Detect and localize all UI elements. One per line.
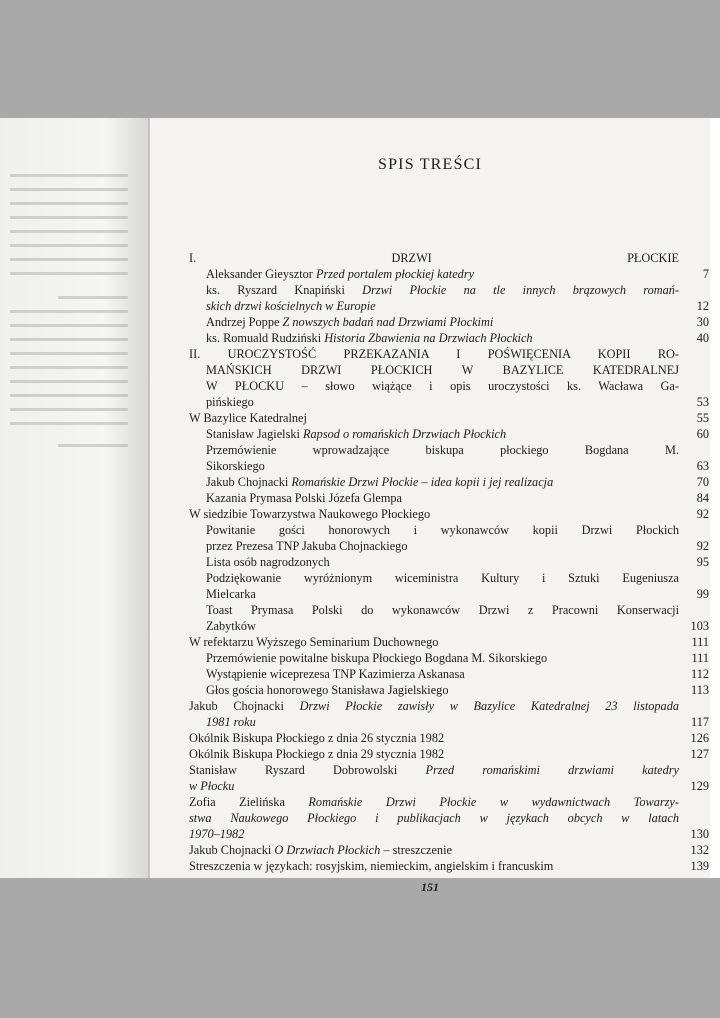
toc-entry-title: Romańskie Drzwi Płockie – idea kopii i jej realizacja [291, 475, 554, 489]
toc-entry-text [189, 426, 679, 442]
bleed-through-line [10, 422, 128, 425]
toc-entry-page: 95 [696, 555, 709, 569]
toc-entry-author: Okólnik Biskupa Płockiego z dnia 26 stycznia 1982 [189, 731, 445, 745]
toc-entry-page: 139 [690, 859, 709, 873]
toc-entry-page: 92 [696, 539, 709, 553]
toc-entry [189, 570, 709, 586]
toc-entry-page: 130 [690, 827, 709, 841]
toc-entry-page: 129 [690, 779, 709, 793]
toc-entry-author: MAŃSKICH DRZWI PŁOCKICH W BAZYLICE KATEDRALNEJ [206, 363, 679, 377]
toc-entry [189, 474, 709, 490]
toc-entry-page: 113 [691, 683, 709, 697]
toc-entry-author: Podziękowanie wyróżnionym wiceministra Kultury i Sztuki Eugeniusza [206, 571, 679, 585]
toc-entry-title: O Drzwiach Płockich [274, 843, 381, 857]
toc-entry [189, 746, 709, 762]
toc-entry [189, 506, 709, 522]
toc-entry-author: ks. Romuald Rudziński [206, 331, 325, 345]
toc-entry-author: Sikorskiego [206, 459, 265, 473]
toc-entry-text [189, 346, 679, 362]
toc-entry-page: 99 [696, 587, 709, 601]
toc-entry-author: Aleksander Gieysztor [206, 267, 316, 281]
toc-entry-text [189, 394, 679, 410]
toc-entry-text [189, 314, 679, 330]
toc-entry-page: 112 [691, 667, 709, 681]
toc-entry-page: 12 [696, 299, 709, 313]
toc-entry-author: W siedzibie Towarzystwa Naukowego Płockiego [189, 507, 431, 521]
toc-entry-author: W PŁOCKU – słowo wiążące i opis uroczystości ks. Wacława Ga- [206, 379, 679, 393]
toc-entry-page: 126 [690, 731, 709, 745]
toc-entry-title: skich drzwi kościelnych w Europie [206, 299, 376, 313]
toc-entry [189, 298, 709, 314]
toc-entry-title: Historia Zbawienia na Drzwiach Płockich [324, 331, 533, 345]
toc-entry-author: Jakub Chojnacki [189, 843, 275, 857]
bleed-through-line [10, 258, 128, 261]
bleed-through-line [10, 352, 128, 355]
page-title: SPIS TREŚCI [377, 156, 483, 173]
toc-entry-text [189, 714, 679, 730]
toc-entry-author: Okólnik Biskupa Płockiego z dnia 29 stycznia 1982 [189, 747, 445, 761]
toc-entry-author: Przemówienie powitalne biskupa Płockiego Bogdana M. Sikorskiego [206, 651, 548, 665]
toc-entry [189, 858, 709, 874]
bleed-through-line [10, 366, 128, 369]
toc-entry [189, 458, 709, 474]
toc-entry-text [189, 474, 679, 490]
toc-entry-text [189, 762, 679, 778]
toc-entry-author: Wystąpienie wiceprezesa TNP Kazimierza Askanasa [206, 667, 465, 681]
toc-entry [189, 282, 709, 298]
page-edge [710, 118, 720, 878]
toc-entry [189, 314, 709, 330]
toc-entry-text [189, 778, 679, 794]
toc-entry [189, 394, 709, 410]
toc-entry-page: 40 [696, 331, 709, 345]
toc-entry-text [189, 650, 679, 666]
toc-entry-author: Głos gościa honorowego Stanisława Jagielskiego [206, 683, 449, 697]
toc-entry-author: Streszczenia w językach: rosyjskim, niemieckim, angielskim i francuskim [189, 859, 554, 873]
toc-entry [189, 650, 709, 666]
toc-entry-author: Zofia Zielińska [189, 795, 309, 809]
toc-entry-text [189, 698, 679, 714]
toc-entry-text [189, 746, 679, 762]
toc-entry-text [189, 250, 679, 266]
page-number: 151 [421, 880, 439, 894]
toc-entry-text [189, 826, 679, 842]
toc-entry-author: Zabytków [206, 619, 256, 633]
bleed-through-line [10, 216, 128, 219]
toc-entry-text [189, 570, 679, 586]
toc-entry-author: Andrzej Poppe [206, 315, 283, 329]
toc-entry [189, 666, 709, 682]
toc-entry-text [189, 330, 679, 346]
toc-entry-title: w Płocku [189, 779, 235, 793]
bleed-through-line [10, 338, 128, 341]
toc-entry [189, 250, 709, 266]
toc-entry-text [189, 842, 679, 858]
toc-entry [189, 330, 709, 346]
bleed-through-line [10, 188, 128, 191]
toc-entry-author: W Bazylice Katedralnej [189, 411, 307, 425]
toc-entry [189, 586, 709, 602]
toc-entry [189, 682, 709, 698]
toc-entry-text [189, 378, 679, 394]
toc-entry [189, 522, 709, 538]
toc-entry-page: 92 [696, 507, 709, 521]
toc-entry [189, 778, 709, 794]
table-of-contents [189, 250, 709, 874]
toc-entry-text [189, 490, 679, 506]
bleed-through-line [10, 408, 128, 411]
toc-entry-title: stwa Naukowego Płockiego i publikacjach w językach obcych w latach [189, 811, 679, 825]
toc-entry-author: przez Prezesa TNP Jakuba Chojnackiego [206, 539, 408, 553]
toc-entry-text [189, 730, 679, 746]
toc-entry-author: II. UROCZYSTOŚĆ PRZEKAZANIA I POŚWIĘCENIA KOPII RO- [189, 347, 679, 361]
bleed-through-line [10, 174, 128, 177]
toc-entry-author: Lista osób nagrodzonych [206, 555, 330, 569]
toc-entry [189, 730, 709, 746]
toc-entry-text [189, 586, 679, 602]
toc-entry [189, 698, 709, 714]
bleed-through-line [10, 202, 128, 205]
toc-entry [189, 714, 709, 730]
toc-entry-author: pińskiego [206, 395, 254, 409]
toc-entry-text [189, 858, 679, 874]
toc-entry-text [189, 682, 679, 698]
toc-entry [189, 442, 709, 458]
bleed-through-line [10, 394, 128, 397]
toc-entry-text [189, 554, 679, 570]
toc-entry-page: 7 [702, 267, 709, 281]
facing-page [0, 118, 150, 878]
toc-entry [189, 490, 709, 506]
toc-entry-page: 55 [696, 411, 709, 425]
bleed-through-line [10, 272, 128, 275]
toc-entry-title: Romańskie Drzwi Płockie w wydawnictwach Towarzy- [308, 795, 679, 809]
toc-entry-author: W refektarzu Wyższego Seminarium Duchownego [189, 635, 439, 649]
toc-entry [189, 426, 709, 442]
bleed-through-line [58, 296, 128, 299]
toc-entry-page: 84 [696, 491, 709, 505]
toc-entry-page: 103 [690, 619, 709, 633]
toc-entry-text [189, 618, 679, 634]
toc-entry [189, 554, 709, 570]
toc-entry [189, 842, 709, 858]
bleed-through-line [10, 324, 128, 327]
toc-entry-author: ks. Ryszard Knapiński [206, 283, 363, 297]
toc-entry-title: Przed portalem płockiej katedry [315, 267, 475, 281]
toc-entry-author: Toast Prymasa Polski do wykonawców Drzwi z Pracowni Konserwacji [206, 603, 679, 617]
toc-entry [189, 266, 709, 282]
toc-entry-text [189, 634, 679, 650]
toc-entry-author: Jakub Chojnacki [189, 699, 300, 713]
bleed-through-line [58, 444, 128, 447]
toc-entry [189, 538, 709, 554]
toc-entry-text [189, 666, 679, 682]
toc-entry-text [189, 266, 679, 282]
toc-entry [189, 826, 709, 842]
toc-entry-author: – streszczenie [380, 843, 452, 857]
toc-entry-text [189, 282, 679, 298]
toc-entry-page: 111 [691, 651, 709, 665]
toc-entry-page: 117 [691, 715, 709, 729]
toc-entry-title: 1981 roku [206, 715, 256, 729]
bleed-through-line [10, 230, 128, 233]
toc-entry [189, 602, 709, 618]
toc-entry-page: 63 [696, 459, 709, 473]
toc-entry-page: 111 [691, 635, 709, 649]
toc-entry-text [189, 458, 679, 474]
contents-page [150, 118, 710, 894]
bleed-through-line [10, 244, 128, 247]
toc-entry-text [189, 602, 679, 618]
toc-entry-author: I. DRZWI PŁOCKIE [189, 251, 679, 265]
toc-entry [189, 410, 709, 426]
toc-entry [189, 346, 709, 362]
toc-entry-text [189, 410, 679, 426]
toc-entry-text [189, 362, 679, 378]
toc-entry-page: 127 [690, 747, 709, 761]
toc-entry-author: Stanisław Ryszard Dobrowolski [189, 763, 426, 777]
toc-entry-text [189, 538, 679, 554]
toc-entry-title: Z nowszych badań nad Drzwiami Płockimi [282, 315, 494, 329]
toc-entry-text [189, 794, 679, 810]
toc-entry [189, 810, 709, 826]
toc-entry-title: Drzwi Płockie zawisły w Bazylice Katedralnej 23 listopada [299, 699, 679, 713]
toc-entry-page: 70 [696, 475, 709, 489]
toc-entry [189, 378, 709, 394]
toc-entry-page: 132 [690, 843, 709, 857]
toc-entry-title: Przed romańskimi drzwiami katedry [425, 763, 679, 777]
toc-entry-author: Jakub Chojnacki [206, 475, 292, 489]
toc-entry-text [189, 810, 679, 826]
toc-entry [189, 762, 709, 778]
toc-entry-title: Rapsod o romańskich Drzwiach Płockich [303, 427, 507, 441]
toc-entry [189, 794, 709, 810]
bleed-through-line [10, 380, 128, 383]
toc-entry-page: 30 [696, 315, 709, 329]
toc-entry-author: Mielcarka [206, 587, 256, 601]
toc-entry-text [189, 506, 679, 522]
toc-entry-author: Przemówienie wprowadzające biskupa płockiego Bogdana M. [206, 443, 679, 457]
toc-entry [189, 362, 709, 378]
toc-entry-author: Stanisław Jagielski [206, 427, 304, 441]
toc-entry-text [189, 442, 679, 458]
toc-entry [189, 618, 709, 634]
toc-entry-page: 60 [696, 427, 709, 441]
toc-entry [189, 634, 709, 650]
toc-entry-text [189, 298, 679, 314]
toc-entry-author: Kazania Prymasa Polski Józefa Glempa [206, 491, 403, 505]
toc-entry-title: 1970–1982 [189, 827, 245, 841]
toc-entry-page: 53 [696, 395, 709, 409]
bleed-through-line [10, 310, 128, 313]
toc-entry-text [189, 522, 679, 538]
toc-entry-title: Drzwi Płockie na tle innych brązowych romań- [362, 283, 679, 297]
toc-entry-author: Powitanie gości honorowych i wykonawców kopii Drzwi Płockich [206, 523, 679, 537]
